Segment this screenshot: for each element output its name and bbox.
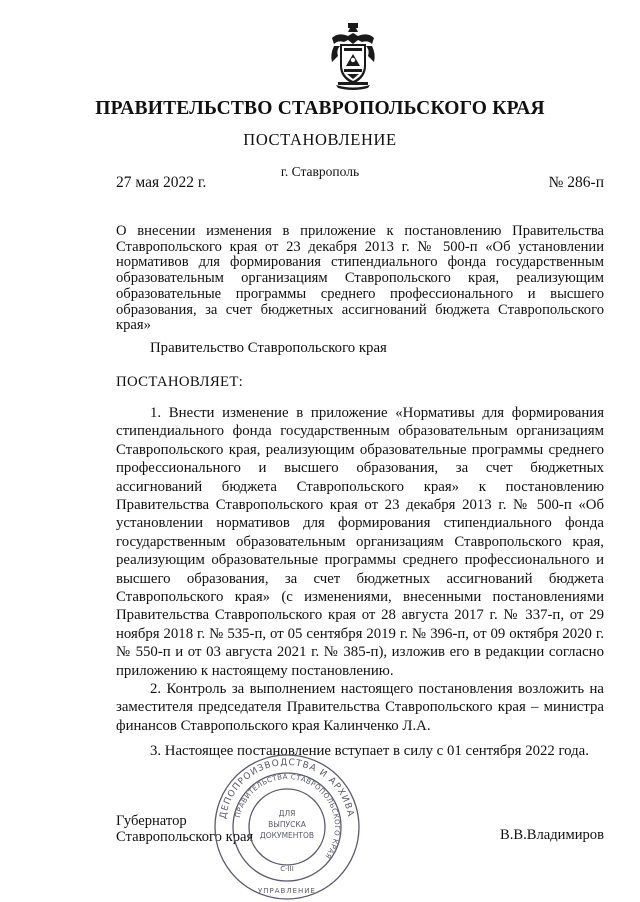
paragraph-1: 1. Внести изменение в приложение «Нормативы для формирования стипендиального фонда государственным образовательным организациям Ставропольского края, реализующим образовательные программы среднего профессионального и высшего образования, за счет бюджетных ассигнований бюджета Ставропольского края» к постановлению Правительства Ставропольского края от 23 декабря 2013 г. № 500-п «Об установлении нормативов для формирования стипендиального фонда государственным образовательным организациям Ставропольского края, реализующим образовательные программы среднего профессионального и высшего образования, за счет бюджетных ассигнований бюджета Ставропольского края» (с изменениями, внесенными постановлениями Правительства Ставропольского края от 28 августа 2017 г. № 337-п, от 29 ноября 2018 г. № 535-п, от 05 сентября 2019 г. № 396-п, от 09 октября 2020 г. № 550-п и от 03 августа 2021 г. № 385-п), изложив его в редакции согласно приложению к настоящему постановлению.	[116, 405, 604, 679]
stamp-center-line3: ДОКУМЕНТОВ	[259, 831, 315, 840]
paragraph-2: 2. Контроль за выполнением настоящего постановления возложить на заместителя председателя Правительства Ставропольского края – министра финансов Ставропольского края Калинченко Л.А.	[116, 681, 604, 734]
signatory-role-line2: Ставропольского края	[116, 829, 254, 845]
city: г. Ставрополь	[280, 164, 360, 179]
document-date: 27 мая 2022 г.	[116, 174, 207, 191]
signatory-role-line1: Губернатор	[116, 813, 187, 829]
government-line: Правительство Ставропольского края	[150, 340, 387, 356]
org-title: ПРАВИТЕЛЬСТВО СТАВРОПОЛЬСКОГО КРАЯ	[95, 98, 545, 119]
document-number: № 286-п	[548, 174, 604, 191]
signatory-name: В.В.Владимиров	[499, 827, 604, 843]
coat-of-arms-icon	[328, 22, 378, 90]
document-subject: О внесении изменения в приложение к постановлению Правительства Ставропольского края от 23 декабря 2013 г. № 500-п «Об установлении нормативов для формирования стипендиального фонда государственным образовательным организациям Ставропольского края, реализующим образовательные программы среднего профессионального и высшего образования, за счет бюджетных ассигнований бюджета Ставропольского края»	[116, 223, 604, 334]
stamp-center-line2: ВЫПУСКА	[268, 820, 306, 829]
official-stamp-icon	[212, 752, 362, 902]
stamp-bottom-text: УПРАВЛЕНИЕ	[258, 887, 316, 895]
stamp-ring-text: ПРАВИТЕЛЬСТВА СТАВРОПОЛЬСКОГО КРАЯ	[233, 772, 342, 861]
stamp-outer-text: ДЕПОПРОИЗВОДСТВА И АРХИВА	[218, 757, 356, 820]
stamp-code: С-III	[280, 865, 294, 873]
decree-word: ПОСТАНОВЛЯЕТ:	[116, 374, 244, 390]
paragraph-3: 3. Настоящее постановление вступает в силу с 01 сентября 2022 года.	[150, 743, 589, 759]
stamp-center-line1: ДЛЯ	[278, 809, 296, 818]
document-type: ПОСТАНОВЛЕНИЕ	[243, 130, 397, 149]
